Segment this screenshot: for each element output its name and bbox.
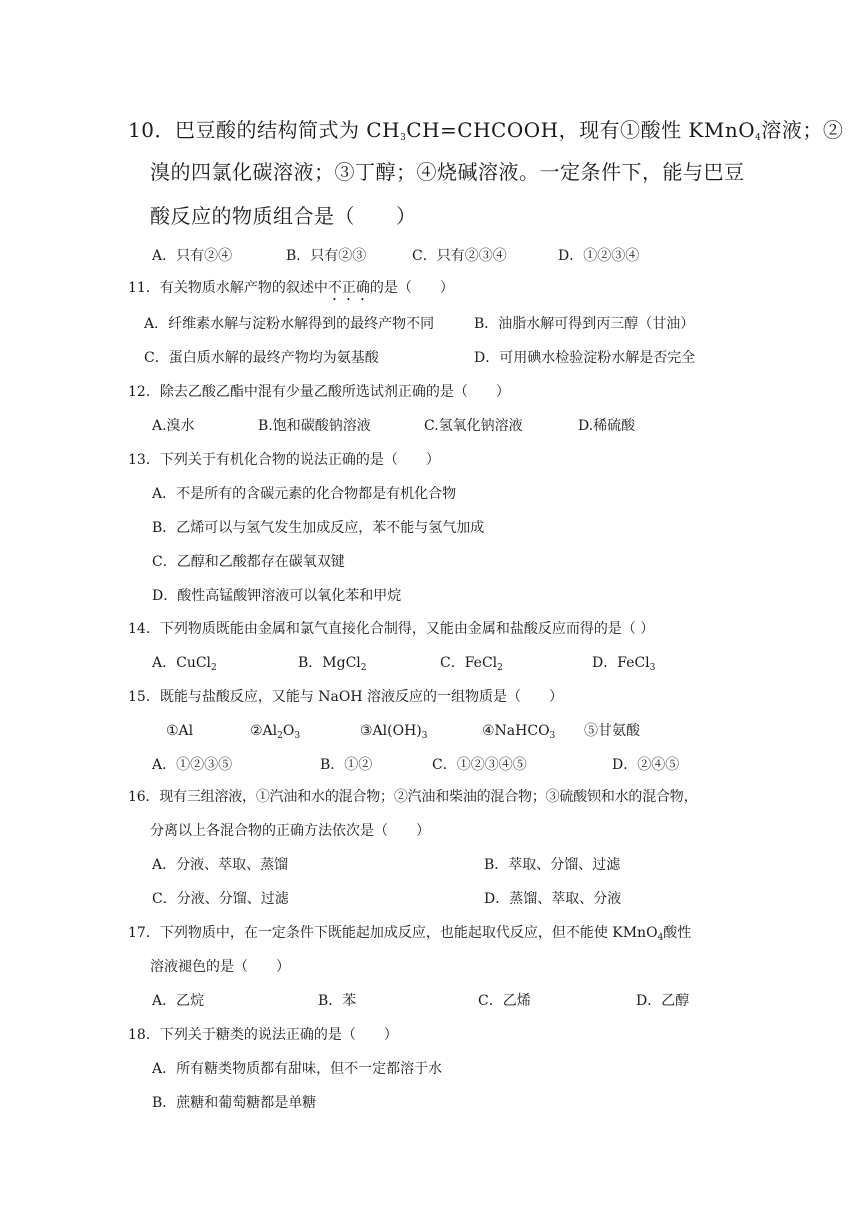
text: 溶液；②: [761, 118, 844, 142]
q15-item-4: [482, 721, 555, 741]
q15-option-c: C．①②③④⑤: [432, 757, 527, 773]
q17-option-a: A．乙烷: [152, 993, 205, 1009]
q15-item-5: ⑤甘氨酸: [584, 723, 640, 739]
q18-stem: 18．下列关于糖类的说法正确的是（ ）: [128, 1027, 398, 1043]
q15-option-d: D．②④⑤: [612, 757, 680, 773]
q11-stem: [128, 278, 454, 304]
q15-option-a: A．①②③⑤: [152, 757, 233, 773]
text: B．MgCl: [298, 655, 361, 671]
q11-option-c: C．蛋白质水解的最终产物均为氨基酸: [144, 350, 379, 366]
q12-option-a: A.溴水: [152, 418, 195, 434]
q11-option-d: D．可用碘水检验淀粉水解是否完全: [474, 350, 696, 366]
q13-option-a: A．不是所有的含碳元素的化合物都是有机化合物: [152, 486, 457, 502]
q16-stem-line2: 分离以上各混合物的正确方法依次是（ ）: [150, 823, 430, 839]
q10-option-d: D．①②③④: [558, 248, 640, 264]
subscript: 3: [294, 731, 301, 741]
subscript: 3: [400, 133, 407, 143]
q12-stem: 12．除去乙酸乙酯中混有少量乙酸所选试剂正确的是（ ）: [128, 384, 510, 400]
text: D．FeCl: [592, 655, 650, 671]
text: 11．有关物质水解产物的叙述中: [128, 280, 328, 296]
q13-stem: 13．下列关于有机化合物的说法正确的是（ ）: [128, 452, 440, 468]
q15-stem: 15．既能与盐酸反应，又能与 NaOH 溶液反应的一组物质是（ ）: [128, 689, 563, 705]
text: A．CuCl: [152, 655, 212, 671]
subscript: 2: [277, 731, 283, 741]
q10-stem-line3: 酸反应的物质组合是（ ）: [150, 204, 417, 228]
q10-stem-line1: [128, 116, 843, 144]
subscript: 4: [657, 933, 664, 943]
q12-option-c: C.氢氧化钠溶液: [424, 418, 523, 434]
text: 17．下列物质中，在一定条件下既能起加成反应，也能起取代反应，但不能使 KMnO: [128, 925, 658, 941]
q12-option-b: B.饱和碳酸钠溶液: [258, 418, 371, 434]
q13-option-d: D．酸性高锰酸钾溶液可以氧化苯和甲烷: [152, 588, 402, 604]
text: ②Al: [250, 723, 278, 739]
q11-option-a: A．纤维素水解与淀粉水解得到的最终产物不同: [144, 316, 435, 332]
q14-option-d: [592, 653, 655, 673]
q10-option-b: B．只有②③: [286, 248, 367, 264]
q16-option-b: B．萃取、分馏、过滤: [484, 857, 621, 873]
text: 酸性: [663, 925, 692, 941]
q13-option-c: C．乙醇和乙酸都存在碳氧双键: [152, 554, 345, 570]
text: O: [282, 723, 295, 739]
q11-option-b: B．油脂水解可得到丙三醇（甘油）: [474, 316, 695, 332]
q10-stem-line2: 溴的四氯化碳溶液；③丁醇；④烧碱溶液。一定条件下，能与巴豆: [150, 160, 745, 184]
text: C．FeCl: [440, 655, 498, 671]
q12-option-d: D.稀硫酸: [578, 418, 636, 434]
subscript: 2: [360, 663, 367, 673]
q17-option-d: D．乙醇: [636, 993, 690, 1009]
q16-stem-line1: 16．现有三组溶液，①汽油和水的混合物；②汽油和柴油的混合物；③硫酸钡和水的混合物，: [128, 789, 698, 805]
q13-option-b: B．乙烯可以与氢气发生加成反应，苯不能与氢气加成: [152, 520, 485, 536]
q16-option-d: D．蒸馏、萃取、分液: [484, 891, 622, 907]
q14-option-b: [298, 653, 367, 673]
q14-stem: 14．下列物质既能由金属和氯气直接化合制得，又能由金属和盐酸反应而得的是（ ）: [128, 621, 655, 637]
emphasis-text: 不正确: [327, 280, 370, 296]
q17-stem-line1: [128, 923, 691, 943]
q15-option-b: B．①②: [320, 757, 373, 773]
subscript: 3: [421, 731, 428, 741]
q10-option-c: C．只有②③④: [412, 248, 507, 264]
text: ③Al(OH): [360, 723, 422, 739]
q17-stem-line2: 溶液褪色的是（ ）: [150, 959, 290, 975]
q16-option-a: A．分液、萃取、蒸馏: [152, 857, 289, 873]
q18-option-b: B．蔗糖和葡萄糖都是单糖: [152, 1095, 317, 1111]
subscript: 3: [649, 663, 656, 673]
q16-option-c: C．分液、分馏、过滤: [152, 891, 289, 907]
q17-option-b: B．苯: [318, 993, 357, 1009]
subscript: 2: [211, 663, 217, 673]
q15-item-3: [360, 721, 427, 741]
q15-item-2: [250, 721, 300, 741]
subscript: 2: [497, 663, 503, 673]
q14-option-c: [440, 653, 503, 673]
q17-option-c: C．乙烯: [478, 993, 531, 1009]
q15-item-1: ①Al: [166, 723, 194, 739]
text: ④NaHCO: [482, 723, 550, 739]
subscript: 4: [755, 133, 762, 143]
q14-option-a: [152, 653, 217, 673]
q10-option-a: A．只有②④: [152, 248, 233, 264]
text: 的是（ ）: [369, 280, 454, 296]
text: CH=CHCOOH，现有①酸性 KMnO: [406, 118, 756, 142]
text: 10．巴豆酸的结构简式为 CH: [128, 118, 401, 142]
q18-option-a: A．所有糖类物质都有甜味，但不一定都溶于水: [152, 1061, 443, 1077]
subscript: 3: [549, 731, 556, 741]
